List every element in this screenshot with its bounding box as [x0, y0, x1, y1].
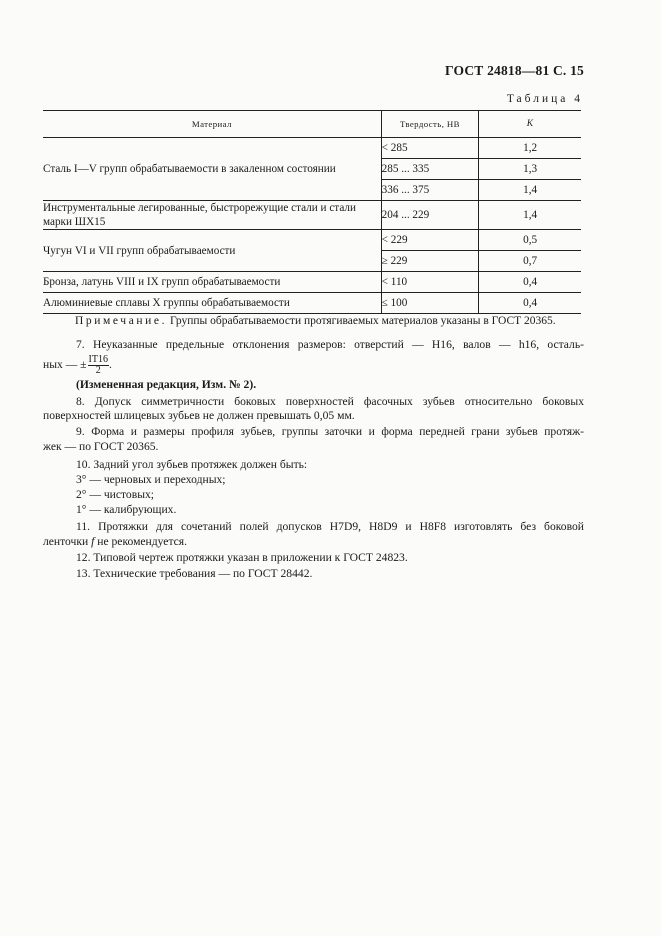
para-8-line-1: 8. Допуск симметричности боковых поверхностей фасочных зубьев относительно боковых — [76, 395, 584, 408]
col-header-k: K — [479, 111, 581, 138]
hardness-table — [43, 110, 581, 314]
k-cell: 0,5 — [479, 230, 581, 251]
para-7-prefix: ных — ± — [43, 358, 87, 372]
table-row — [43, 293, 581, 314]
k-cell: 1,3 — [479, 159, 581, 180]
k-cell: 0,4 — [479, 293, 581, 314]
table-row — [43, 230, 581, 251]
material-cell: Алюминиевые сплавы X группы обрабатываемости — [43, 293, 381, 314]
material-cell: Чугун VI и VII групп обрабатываемости — [43, 230, 381, 272]
table-label: Таблица 4 — [506, 93, 583, 105]
fraction-denominator: 2 — [95, 365, 101, 376]
para-11-text-a: ленточки — [43, 535, 92, 548]
note-text: Группы обрабатываемости протягиваемых материалов указаны в ГОСТ 20365. — [167, 315, 556, 327]
para-8-line-2: поверхностей шлицевых зубьев не должен превышать 0,05 мм. — [43, 409, 355, 422]
para-11-symbol-f: f — [91, 535, 95, 548]
hardness-cell: ≥ 229 — [381, 251, 479, 272]
material-cell: Бронза, латунь VIII и IX групп обрабатываемости — [43, 272, 381, 293]
hardness-cell: 285 ... 335 — [381, 159, 479, 180]
hardness-cell: < 110 — [381, 272, 479, 293]
para-12: 12. Типовой чертеж протяжки указан в приложении к ГОСТ 24823. — [76, 551, 408, 564]
page-header: ГОСТ 24818—81 С. 15 — [445, 63, 584, 78]
note-label: Примечание. — [75, 315, 168, 327]
k-cell: 1,4 — [479, 201, 581, 230]
para-7-line-1: 7. Неуказанные предельные отклонения размеров: отверстий — H16, валов — h16, осталь- — [76, 338, 584, 351]
para-10-item-a: 3° — черновых и переходных; — [76, 473, 226, 486]
hardness-cell: 204 ... 229 — [381, 201, 479, 230]
hardness-cell: 336 ... 375 — [381, 180, 479, 201]
material-cell: Сталь I—V групп обрабатываемости в закаленном состоянии — [43, 163, 336, 175]
tolerance-fraction — [88, 355, 109, 376]
k-cell: 1,2 — [479, 138, 581, 159]
col-header-material: Материал — [43, 111, 381, 138]
para-9-line-2: жек — по ГОСТ 20365. — [43, 440, 159, 453]
table-row — [43, 138, 581, 159]
para-7-end: . — [109, 358, 112, 372]
para-13: 13. Технические требования — по ГОСТ 28442. — [76, 567, 313, 580]
para-10-item-c: 1° — калибрующих. — [76, 503, 177, 516]
col-header-hardness: Твердость, НВ — [381, 111, 479, 138]
table-row — [43, 201, 581, 230]
para-11-line-2 — [43, 535, 187, 548]
para-7-line-2 — [43, 355, 112, 376]
k-cell: 0,7 — [479, 251, 581, 272]
para-9-line-1: 9. Форма и размеры профиля зубьев, группы заточки и форма передней грани зубьев протяж- — [76, 425, 584, 438]
para-11-line-1: 11. Протяжки для сочетаний полей допусков H7D9, H8D9 и H8F8 изготовлять без боковой — [76, 520, 584, 533]
table-note — [75, 315, 556, 327]
para-11-text-b: не рекомендуется. — [94, 535, 188, 548]
hardness-cell: < 285 — [381, 138, 479, 159]
para-10: 10. Задний угол зубьев протяжек должен быть: — [76, 458, 308, 471]
table-row — [43, 272, 581, 293]
hardness-cell: < 229 — [381, 230, 479, 251]
hardness-cell: ≤ 100 — [381, 293, 479, 314]
fraction-numerator: IT16 — [88, 354, 108, 365]
para-10-item-b: 2° — чистовых; — [76, 488, 154, 501]
k-cell: 0,4 — [479, 272, 581, 293]
material-cell: Инструментальные легированные, быстрорежущие стали и стали марки ШХ15 — [43, 201, 381, 230]
k-cell: 1,4 — [479, 180, 581, 201]
amendment-note: (Измененная редакция, Изм. № 2). — [76, 378, 257, 391]
